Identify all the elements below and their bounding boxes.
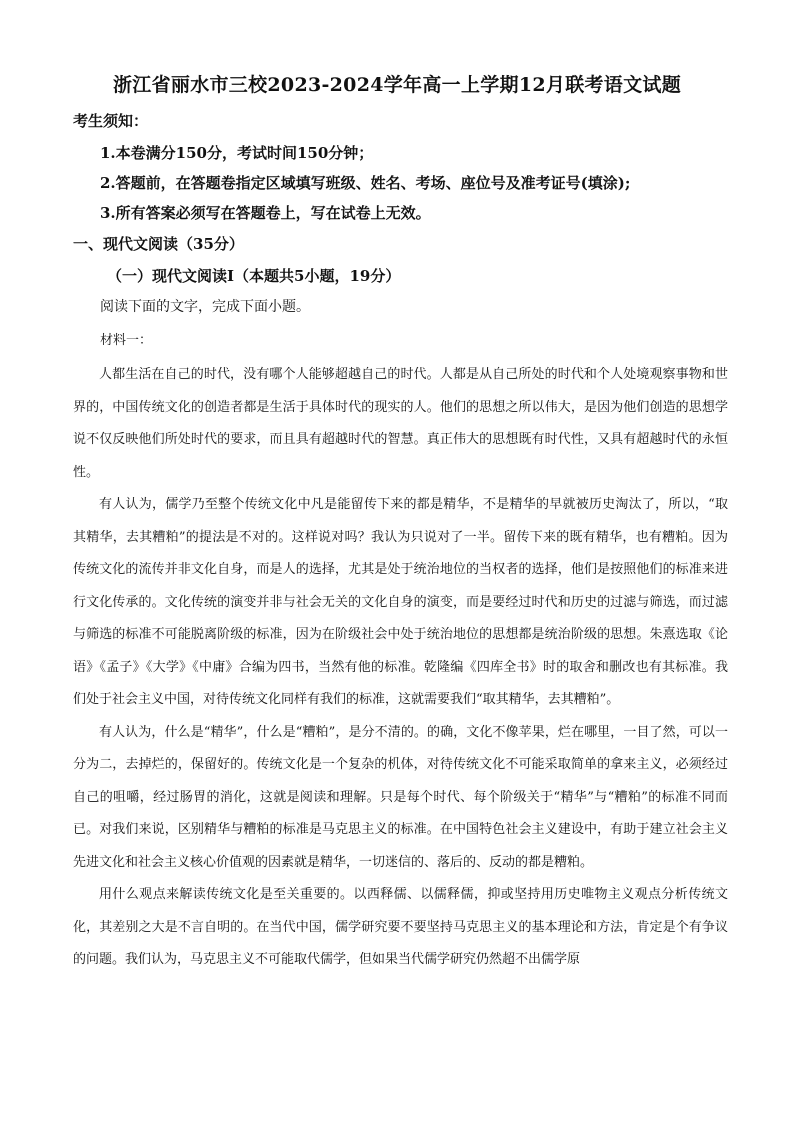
notice-label: 考生须知：	[73, 112, 149, 130]
material-label: 材料一：	[100, 333, 153, 348]
notice-item-3: 3.所有答案必须写在答题卷上，写在试卷上无效。	[100, 204, 431, 222]
reading-instruction: 阅读下面的文字，完成下面小题。	[100, 299, 310, 315]
section-heading: 一、现代文阅读（35分）	[73, 235, 244, 253]
paragraph: 有人认为，什么是“精华”，什么是“糟粕”，是分不清的。的确，文化不像苹果，烂在哪里，一目了然，可以一分为二，去掉烂的，保留好的。传统文化是一个复杂的机体，对待传统文化不可能采取简单的拿来主义，必须经过自己的咀嚼，经过肠胃的消化，这就是阅读和理解。只是每个时代、每个阶级关于“精华”与“糟粕”的标准不同而已。对我们来说，区别精华与糟粕的标准是马克思主义的标准。在中国特色社会主义建设中，有助于建立社会主义先进文化和社会主义核心价值观的因素就是精华，一切迷信的、落后的、反动的都是糟粕。	[73, 724, 728, 870]
paragraph: 人都生活在自己的时代，没有哪个人能够超越自己的时代。人都是从自己所处的时代和个人处境观察事物和世界的，中国传统文化的创造者都是生活于具体时代的现实的人。他们的思想之所以伟大，是因为他们创造的思想学说不仅反映他们所处时代的要求，而且具有超越时代的智慧。真正伟大的思想既有时代性，又具有超越时代的永恒性。	[73, 367, 728, 480]
paragraph: 用什么观点来解读传统文化是至关重要的。以西释儒、以儒释儒，抑或坚持用历史唯物主义观点分析传统文化，其差别之大是不言自明的。在当代中国，儒学研究要不要坚持马克思主义的基本理论和方法，肯定是个有争议的问题。我们认为，马克思主义不可能取代儒学，但如果当代儒学研究仍然超不出儒学原	[73, 887, 728, 967]
notice-item-1: 1.本卷满分150分，考试时间150分钟；	[100, 144, 374, 162]
notice-item-2: 2.答题前，在答题卷指定区域填写班级、姓名、考场、座位号及准考证号(填涂);	[100, 174, 631, 192]
paragraph: 有人认为，儒学乃至整个传统文化中凡是能留传下来的都是精华，不是精华的早就被历史淘汰了，所以，“取其精华，去其糟粕”的提法是不对的。这样说对吗？我认为只说对了一半。留传下来的既有精华，也有糟粕。因为传统文化的流传并非文化自身，而是人的选择，尤其是处于统治地位的当权者的选择，他们是按照他们的标准来进行文化传承的。文化传统的演变并非与社会无关的文化自身的演变，而是要经过时代和历史的过滤与筛选，而过滤与筛选的标准不可能脱离阶级的标准，因为在阶级社会中处于统治地位的思想都是统治阶级的思想。朱熹选取《论语》《孟子》《大学》《中庸》合编为四书，当然有他的标准。乾隆编《四库全书》时的取舍和删改也有其标准。我们处于社会主义中国，对待传统文化同样有我们的标准，这就需要我们“取其精华，去其糟粕”。	[73, 497, 728, 707]
article-body	[73, 359, 728, 977]
subsection-heading: （一）现代文阅读Ⅰ（本题共5小题，19分）	[107, 267, 401, 285]
document-title: 浙江省丽水市三校2023-2024学年高一上学期12月联考语文试题	[113, 74, 681, 96]
